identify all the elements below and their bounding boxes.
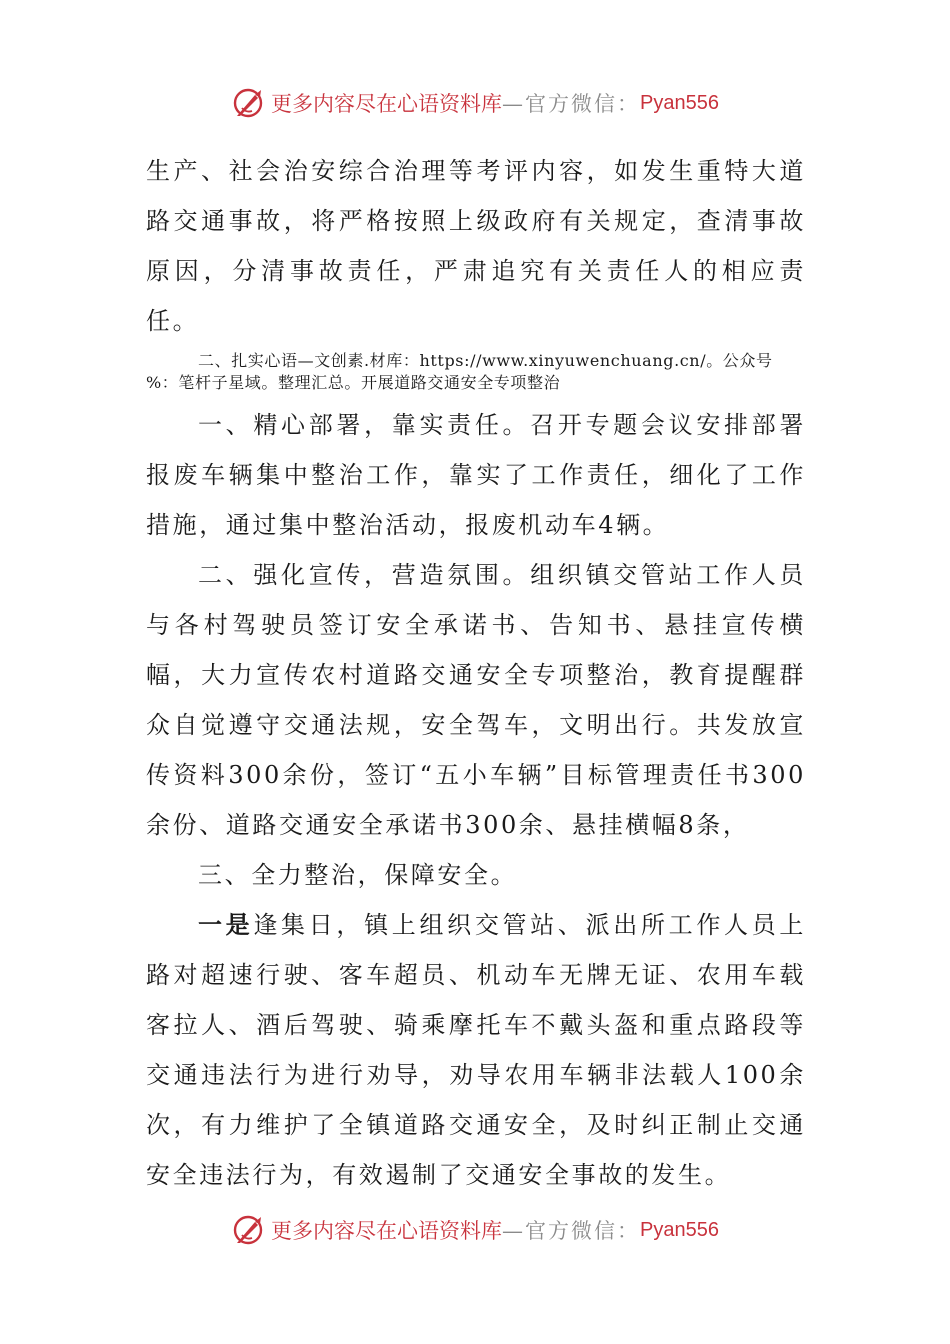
source-note [146, 350, 806, 394]
source-note-line2: %：笔杆子星域。整理汇总。开展道路交通安全专项整治 [146, 373, 561, 392]
source-note-line1: 二、扎实心语—文创素.材库：https://www.xinyuwenchuang.cn/。公众号 [198, 351, 773, 370]
banner-title: 更多内容尽在心语资料库 [271, 92, 503, 116]
paragraph-market-day [146, 900, 806, 1200]
banner-wechat-id: Pyan556 [640, 91, 719, 114]
paragraph-rectification-heading: 三、全力整治，保障安全。 [198, 861, 518, 889]
paragraph-deployment: 一、精心部署，靠实责任。召开专题会议安排部署报废车辆集中整治工作，靠实了工作责任，细化了工作措施，通过集中整治活动，报废机动车4辆。 [146, 411, 806, 539]
header-banner [0, 83, 950, 123]
paragraph-market-day-text: 逢集日，镇上组织交管站、派出所工作人员上路对超速行驶、客车超员、机动车无牌无证、农用车载客拉人、酒后驾驶、骑乘摩托车不戴头盔和重点路段等交通违法行为进行劝导，劝导农用车辆非法载人100余次，有力维护了全镇道路交通安全，及时纠正制止交通安全违法行为，有效遏制了交通安全事故的发生。 [146, 911, 806, 1189]
footer-banner [0, 1210, 950, 1250]
document-body [146, 146, 806, 1200]
bold-lead: 一是 [198, 910, 254, 939]
banner-wechat-label: —官方微信： [502, 92, 641, 116]
quill-pen-logo-icon [231, 86, 265, 120]
banner-title: 更多内容尽在心语资料库 [271, 1219, 503, 1243]
paragraph-continuation: 生产、社会治安综合治理等考评内容，如发生重特大道路交通事故，将严格按照上级政府有关规定，查清事故原因，分清事故责任，严肃追究有关责任人的相应责任。 [146, 157, 806, 335]
quill-pen-logo-icon [231, 1213, 265, 1247]
paragraph-publicity: 二、强化宣传，营造氛围。组织镇交管站工作人员与各村驾驶员签订安全承诺书、告知书、悬挂宣传横幅，大力宣传农村道路交通安全专项整治，教育提醒群众自觉遵守交通法规，安全驾车，文明出行。共发放宣传资料300余份，签订“五小车辆”目标管理责任书300余份、道路交通安全承诺书300余、悬挂横幅8条， [146, 561, 806, 839]
banner-wechat-label: —官方微信： [502, 1219, 641, 1243]
banner-wechat-id: Pyan556 [640, 1218, 719, 1241]
